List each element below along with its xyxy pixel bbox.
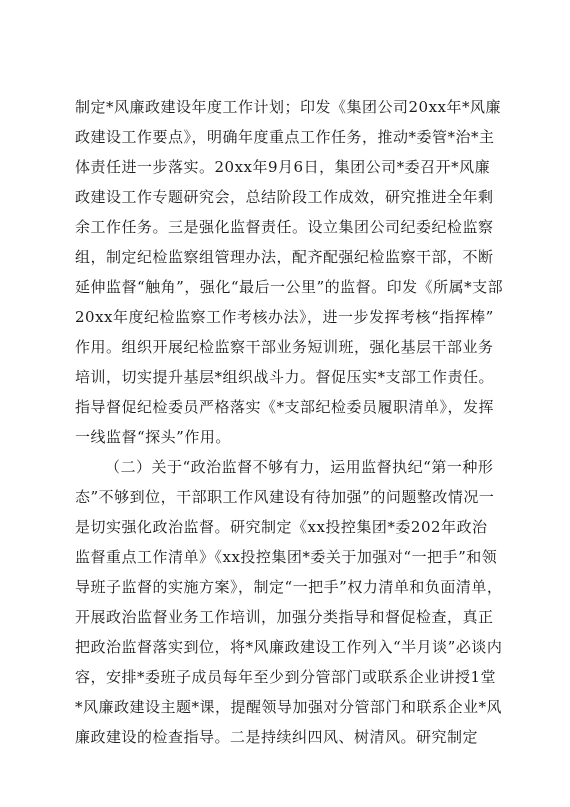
text-line: 制定*风廉政建设年度工作计划；印发《集团公司20xx年*风廉 (75, 98, 502, 116)
text-line: 导班子监督的实施方案》，制定“一把手”权力清单和负面清单， (75, 578, 503, 596)
text-line: 监督重点工作清单》《xx投控集团*委关于加强对“一把手”和领 (75, 548, 498, 566)
text-line: 指导督促纪检委员严格落实《*支部纪检委员履职清单》，发挥 (75, 398, 495, 416)
text-line: 廉政建设的检查指导。二是持续纠四风、树清风。研究制定 (75, 728, 479, 746)
text-line: 培训，切实提升基层*组织战斗力。督促压实*支部工作责任。 (75, 368, 495, 386)
text-line: 政建设工作要点》，明确年度重点工作任务，推动*委管*治*主 (75, 128, 495, 146)
text-line: 延伸监督“触角”，强化“最后一公里”的监督。印发《所属*支部 (75, 278, 504, 296)
section-heading-line: （二）关于“政治监督不够有力，运用监督执纪“第一种形 (105, 458, 494, 476)
text-line: 组，制定纪检监察组管理办法，配齐配强纪检监察干部，不断 (75, 248, 494, 266)
text-line: 作用。组织开展纪检监察干部业务短训班，强化基层干部业务 (75, 338, 494, 356)
text-line: 政建设工作专题研究会，总结阶段工作成效，研究推进全年剩 (75, 188, 494, 206)
text-line: 余工作任务。三是强化监督责任。设立集团公司纪委纪检监察 (75, 218, 494, 236)
text-line: 开展政治监督业务工作培训，加强分类指导和督促检查，真正 (75, 608, 494, 626)
text-line: 容，安排*委班子成员每年至少到分管部门或联系企业讲授1堂 (75, 668, 497, 686)
text-line: 一线监督“探头”作用。 (75, 428, 231, 446)
text-line: *风廉政建设主题*课，提醒领导加强对分管部门和联系企业*风 (75, 698, 503, 716)
text-line: 把政治监督落实到位，将*风廉政建设工作列入“半月谈”必谈内 (75, 638, 503, 656)
text-line: 体责任进一步落实。20xx年9月6日，集团公司*委召开*风廉 (75, 158, 491, 176)
text-line: 20xx年度纪检监察工作考核办法》，进一步发挥考核“指挥棒” (75, 308, 494, 326)
text-line: 态”不够到位，干部职工作风建设有待加强”的问题整改情况一 (75, 488, 495, 506)
text-line: 是切实强化政治监督。研究制定《xx投控集团*委202年政治 (75, 518, 488, 536)
